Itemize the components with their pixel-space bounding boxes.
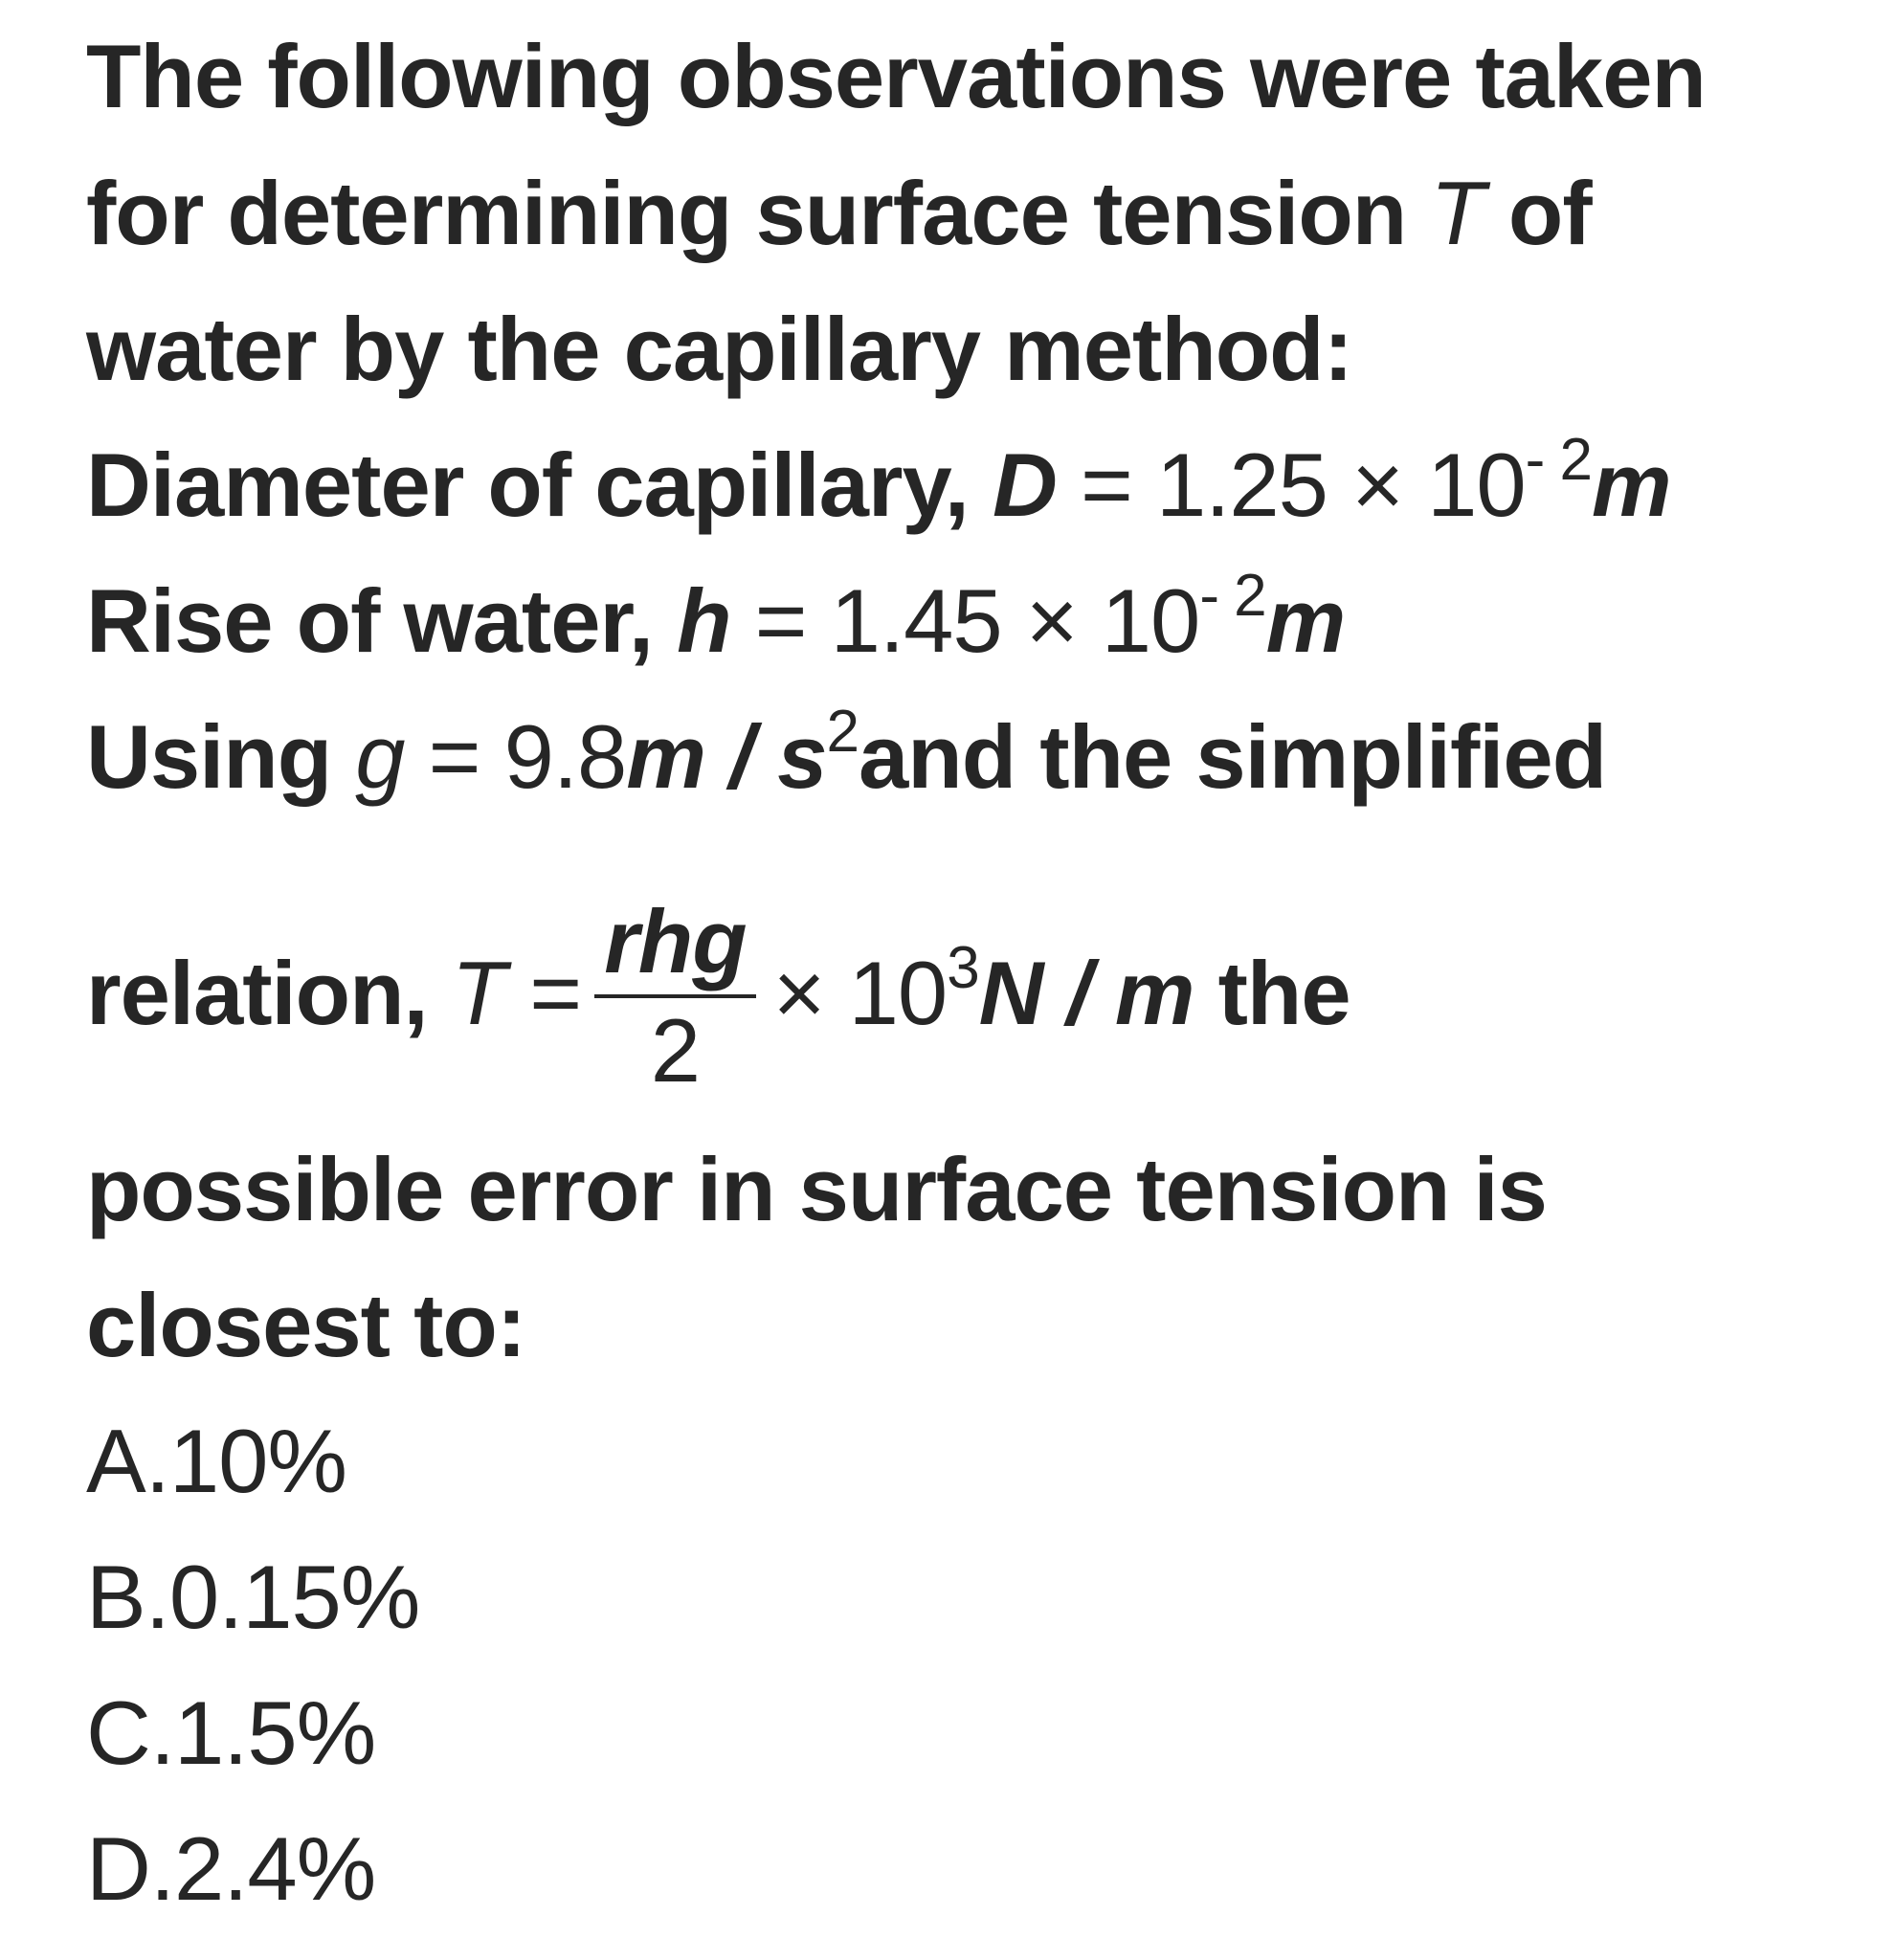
- question-line-2: [86, 161, 1592, 266]
- rise-line: [86, 562, 1346, 674]
- question-text: and the simplified: [859, 706, 1607, 807]
- question-text: closest to:: [86, 1275, 526, 1375]
- gravity-unit: m / s: [626, 706, 827, 807]
- variable-d: D: [992, 434, 1057, 535]
- diameter-label: Diameter of capillary,: [86, 434, 993, 535]
- question-text: for determining surface tension: [86, 163, 1431, 263]
- fraction-numerator: rhg: [604, 891, 747, 992]
- diameter-value: = 1.25 × 10: [1056, 434, 1526, 535]
- option-b[interactable]: [86, 1545, 419, 1650]
- option-a[interactable]: [86, 1409, 346, 1514]
- diameter-line: [86, 426, 1671, 538]
- relation-exponent: 3: [947, 934, 979, 1001]
- fraction-denominator: 2: [650, 1000, 701, 1102]
- diameter-unit: m: [1592, 434, 1671, 535]
- question-page: [86, 0, 1866, 1960]
- relation-line: [86, 850, 1350, 1137]
- rise-exponent: - 2: [1199, 562, 1266, 629]
- rise-unit: m: [1265, 570, 1346, 671]
- question-text: water by the capillary method:: [86, 299, 1352, 399]
- variable-t: T: [1430, 163, 1484, 263]
- rise-label: Rise of water,: [86, 570, 678, 671]
- gravity-exponent: 2: [826, 698, 859, 765]
- question-line-1: [86, 24, 1706, 129]
- rise-value: = 1.45 × 10: [730, 570, 1200, 671]
- option-label: D.2.4%: [86, 1818, 376, 1919]
- gravity-prefix: Using: [86, 706, 356, 807]
- gravity-line: [86, 698, 1607, 810]
- option-label: A.10%: [86, 1411, 346, 1511]
- diameter-exponent: - 2: [1525, 426, 1592, 493]
- relation-multiplier: × 10: [772, 943, 948, 1043]
- option-d[interactable]: [86, 1816, 375, 1922]
- relation-unit: N / m: [978, 943, 1194, 1043]
- question-line-8: [86, 1137, 1547, 1242]
- gravity-value: = 9.8: [404, 706, 627, 807]
- question-text: the: [1194, 943, 1350, 1043]
- variable-h: h: [677, 570, 731, 671]
- question-text: The following observations were taken: [86, 26, 1706, 126]
- option-label: C.1.5%: [86, 1682, 376, 1783]
- relation-equals: =: [505, 943, 582, 1043]
- fraction: [594, 889, 755, 1103]
- variable-t: T: [451, 943, 506, 1043]
- option-label: B.0.15%: [86, 1547, 420, 1647]
- variable-g: g: [355, 706, 405, 807]
- question-text: of: [1484, 163, 1592, 263]
- question-line-9: [86, 1273, 525, 1378]
- relation-prefix: relation,: [86, 943, 452, 1043]
- question-text: possible error in surface tension is: [86, 1139, 1547, 1239]
- option-c[interactable]: [86, 1681, 375, 1786]
- question-line-3: [86, 297, 1352, 402]
